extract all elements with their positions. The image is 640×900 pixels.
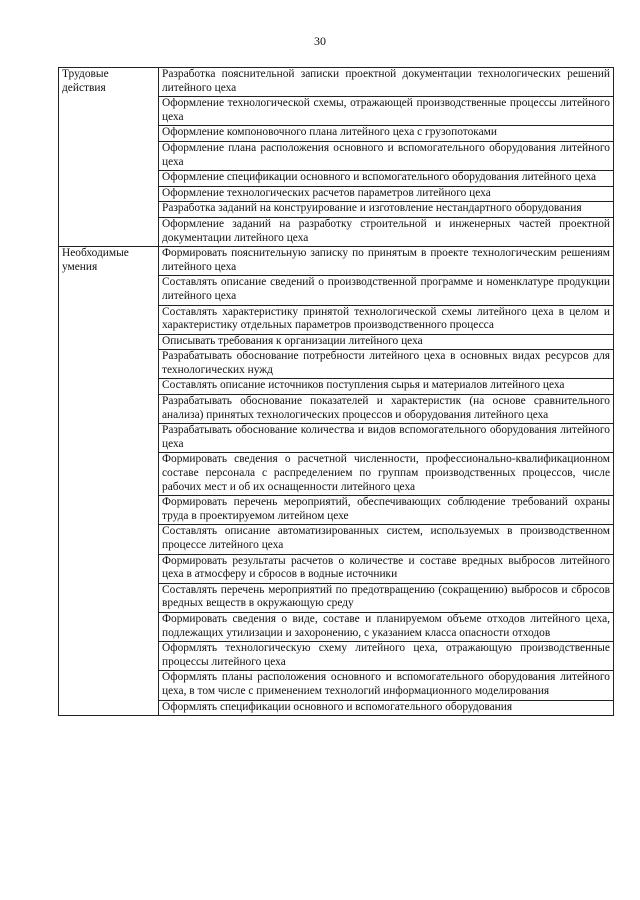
table-cell-item: Оформление заданий на разработку строительной и инженерных частей проектной документации литейного цеха [159, 217, 614, 246]
page-number: 30 [314, 34, 326, 48]
table-cell-item: Составлять описание автоматизированных систем, используемых в производственном процессе литейного цеха [159, 525, 614, 554]
section-label: Трудовые действия [59, 68, 159, 247]
table-cell-item: Описывать требования к организации литейного цеха [159, 334, 614, 350]
competency-table [58, 67, 614, 716]
table-row [59, 247, 614, 276]
table-cell-item: Составлять перечень мероприятий по предотвращению (сокращению) выбросов и сбросов вредных веществ в окружающую среду [159, 583, 614, 612]
table-cell-item: Разрабатывать обоснование количества и видов вспомогательного оборудования литейного цеха [159, 424, 614, 453]
table-cell-item: Разработка заданий на конструирование и изготовление нестандартного оборудования [159, 202, 614, 218]
table-cell-item: Оформлять планы расположения основного и вспомогательного оборудования литейного цеха, в том числе с применением технологий информационного моделирования [159, 671, 614, 700]
table-cell-item: Формировать результаты расчетов о количестве и составе вредных выбросов литейного цеха в атмосферу и сбросов в водные источники [159, 554, 614, 583]
table-cell-item: Формировать перечень мероприятий, обеспечивающих соблюдение требований охраны труда в проектируемом литейном цехе [159, 496, 614, 525]
table-cell-item: Составлять описание сведений о производственной программе и номенклатуре продукции литейного цеха [159, 276, 614, 305]
table-cell-item: Разработка пояснительной записки проектной документации технологических решений литейного цеха [159, 68, 614, 97]
table-body [59, 68, 614, 716]
table-cell-item: Оформление компоновочного плана литейного цеха с грузопотоками [159, 126, 614, 142]
table-cell-item: Оформление технологической схемы, отражающей производственные процессы литейного цеха [159, 97, 614, 126]
section-label: Необходимые умения [59, 247, 159, 716]
table-cell-item: Разрабатывать обоснование показателей и характеристик (на основе сравнительного анализа) принятых технологических процессов и оборудования литейного цеха [159, 395, 614, 424]
table-cell-item: Разрабатывать обоснование потребности литейного цеха в основных видах ресурсов для технологических нужд [159, 350, 614, 379]
table-cell-item: Формировать сведения о расчетной численности, профессионально-квалификационном составе персонала с распределением по группам производственных процессов, числе рабочих мест и об их оснащенности литейного цеха [159, 453, 614, 496]
table-cell-item: Составлять характеристику принятой технологической схемы литейного цеха в целом и характеристику отдельных параметров производственного процесса [159, 305, 614, 334]
table-cell-item: Формировать сведения о виде, составе и планируемом объеме отходов литейного цеха, подлежащих утилизации и захоронению, с указанием класса опасности отходов [159, 612, 614, 641]
table-cell-item: Формировать пояснительную записку по принятым в проекте технологическим решениям литейного цеха [159, 247, 614, 276]
table-row [59, 68, 614, 97]
table-cell-item: Оформление плана расположения основного и вспомогательного оборудования литейного цеха [159, 141, 614, 170]
table-cell-item: Составлять описание источников поступления сырья и материалов литейного цеха [159, 379, 614, 395]
table-cell-item: Оформлять технологическую схему литейного цеха, отражающую производственные процессы литейного цеха [159, 642, 614, 671]
table-cell-item: Оформлять спецификации основного и вспомогательного оборудования [159, 700, 614, 716]
table-cell-item: Оформление спецификации основного и вспомогательного оборудования литейного цеха [159, 171, 614, 187]
table-cell-item: Оформление технологических расчетов параметров литейного цеха [159, 186, 614, 202]
